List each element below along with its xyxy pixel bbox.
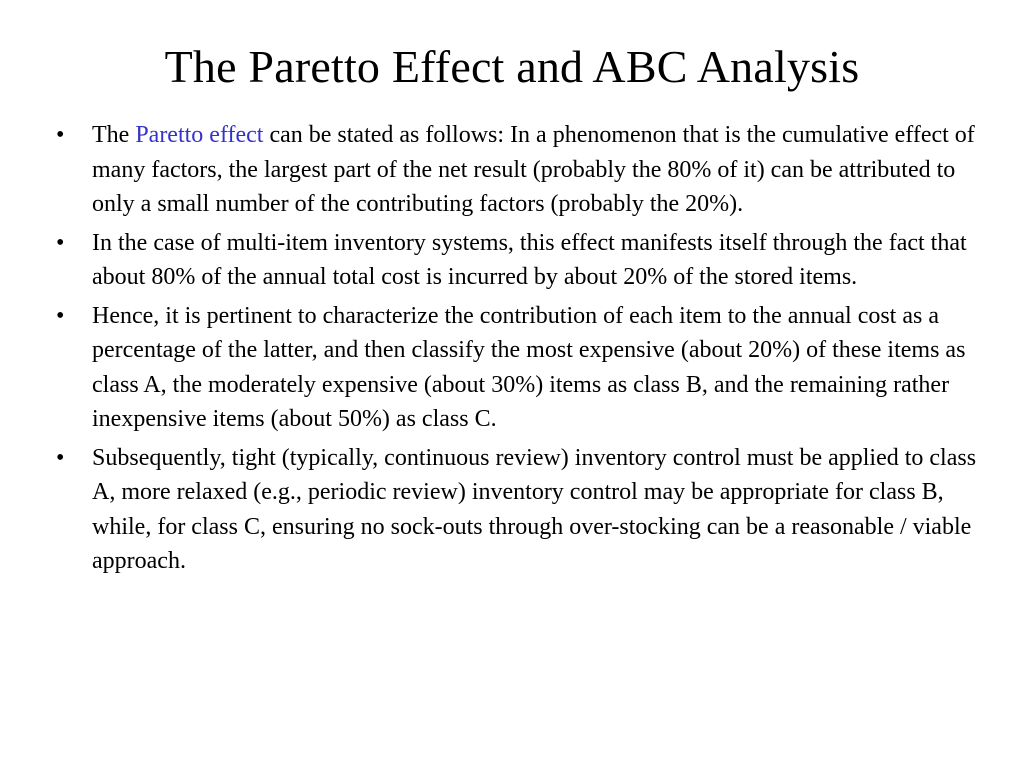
bullet-marker: • xyxy=(56,229,65,256)
bullet-text: Subsequently, tight (typically, continuous review) inventory control must be applied to class A, more relaxed (e.g., periodic review) inventory control may be appropriate for class B, while, for class C, ensuring no sock-outs through over-stocking can be a reasonable / viable approach. xyxy=(92,444,977,574)
bullet-text-prefix: The xyxy=(92,122,136,148)
bullet-list xyxy=(56,118,996,583)
bullet-marker: • xyxy=(56,302,65,329)
bullet-item-paretto-definition xyxy=(56,118,996,222)
bullet-item-abc-classification xyxy=(56,299,996,437)
slide-title: The Paretto Effect and ABC Analysis xyxy=(164,41,860,92)
bullet-text: can be stated as follows: In a phenomenon that is the cumulative effect of many factors, the largest part of the net result (probably the 80% of it) can be attributed to only a small number of the contributing factors (probably the 20%). xyxy=(92,122,975,217)
bullet-item-inventory-control xyxy=(56,441,996,579)
bullet-item-inventory-effect xyxy=(56,226,996,295)
paretto-effect-term: Paretto effect xyxy=(135,122,264,148)
bullet-text: In the case of multi-item inventory systems, this effect manifests itself through the fact that about 80% of the annual total cost is incurred by about 20% of the stored items. xyxy=(92,229,967,290)
bullet-marker: • xyxy=(56,444,65,471)
bullet-marker: • xyxy=(56,122,65,148)
bullet-text: Hence, it is pertinent to characterize the contribution of each item to the annual cost as a percentage of the latter, and then classify the most expensive (about 20%) of these items as class A, the moderately expensive (about 30%) items as class B, and the remaining rather inexpensive items (about 50%) as class C. xyxy=(92,302,966,432)
